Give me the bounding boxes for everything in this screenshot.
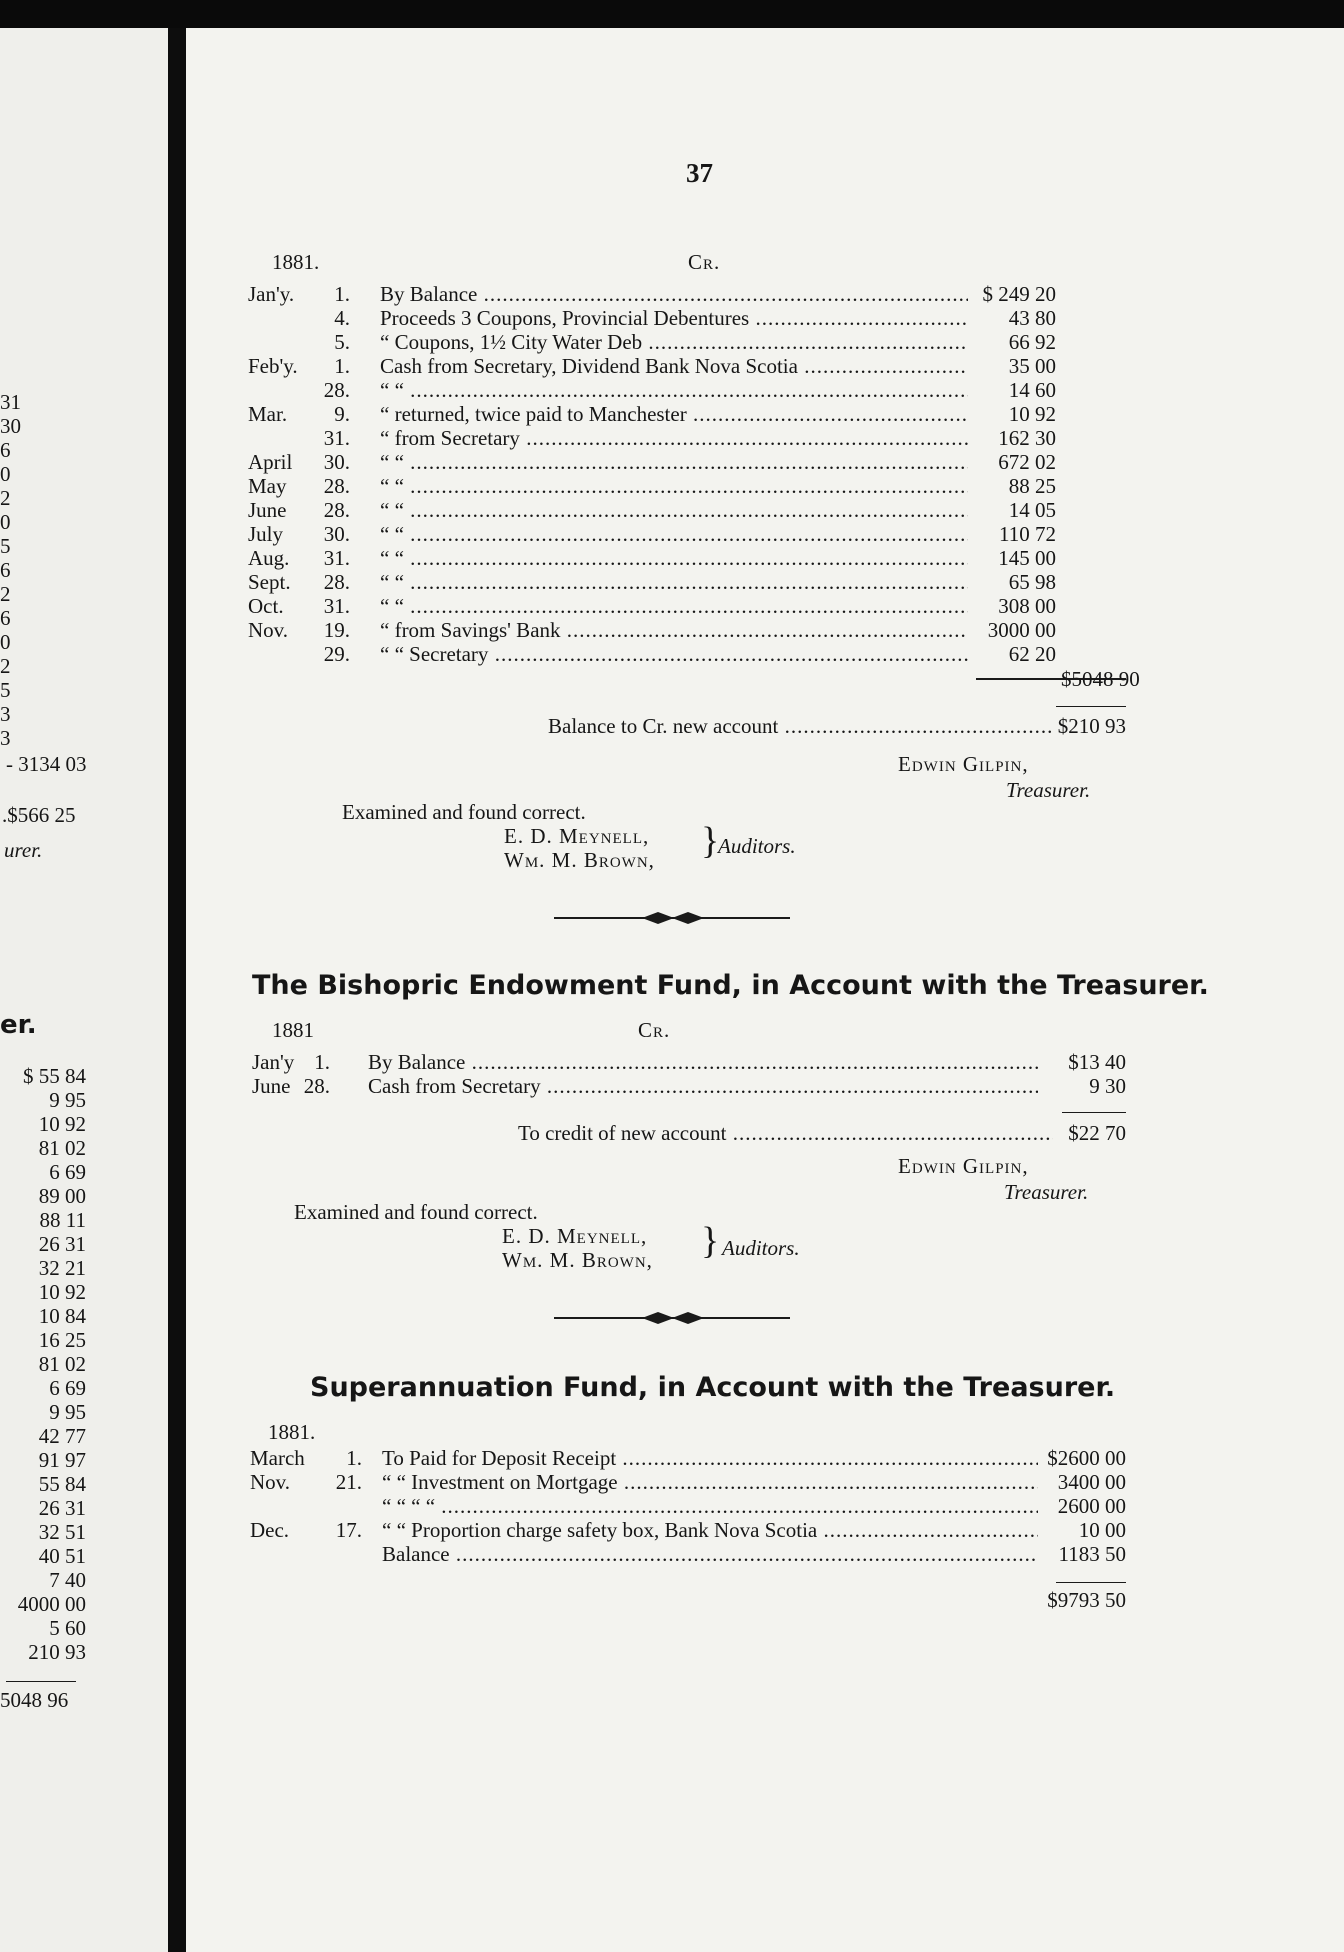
entry-amount: 3000 00 [987,618,1056,642]
section1-auditors-label: Auditors. [718,834,796,858]
section2-credit-label: Cr. [638,1018,671,1042]
entry-description: “ “ Investment on Mortgage ..... [382,1470,1038,1494]
entry-day: 30. [323,522,350,546]
entry-description: “ “ “ “ ..... [382,1494,1038,1518]
entry-day: 31. [323,594,350,618]
facing-amount: 55 84 [38,1472,86,1496]
entry-day: 4. [334,306,350,330]
entry-day: 17. [335,1518,362,1542]
facing-digit: 0 [0,630,11,654]
facing-digit: 0 [0,510,11,534]
entry-month: Aug. [248,546,290,570]
facing-amount: 26 31 [38,1232,86,1256]
facing-digit: 6 [0,438,11,462]
section1-auditors-brace: } [701,820,720,862]
entry-day: 28. [323,378,350,402]
facing-amount: 81 02 [38,1136,86,1160]
entry-description: “ “ ..... [380,378,968,402]
entry-day: 21. [335,1470,362,1494]
section3-year: 1881. [268,1420,316,1444]
facing-amount: 16 25 [38,1328,86,1352]
entry-description: “ “ Secretary ..... [380,642,968,666]
ledger-row [186,1050,1344,1074]
section1-year: 1881. [272,250,320,274]
facing-digit: 0 [0,462,11,486]
facing-total-3134: - 3134 03 [6,752,87,776]
entry-description: “ from Secretary ..... [380,426,968,450]
credit-label: To credit of new account ..... [518,1121,1053,1145]
section1-examined: Examined and found correct. [342,800,586,824]
facing-amount: 91 97 [38,1448,86,1472]
facing-amount: 5 60 [49,1616,86,1640]
entry-day: 28. [323,498,350,522]
entry-day: 31. [323,426,350,450]
ledger-row [186,354,1344,378]
entry-amount: $2600 00 [1047,1446,1126,1470]
section1-total: $5048 90 [1061,667,1140,691]
entry-amount: 88 25 [1008,474,1056,498]
section2-auditor-1: E. D. Meynell, [502,1224,648,1248]
entry-day: 1. [334,282,350,306]
section2-treasurer-name: Edwin Gilpin, [898,1154,1029,1178]
book-gutter [168,28,186,1952]
facing-total-bottom: 5048 96 [0,1688,69,1712]
facing-balance-566: .$566 25 [2,803,76,827]
entry-amount: 14 60 [1008,378,1056,402]
entry-amount: 62 20 [1008,642,1056,666]
entry-amount: 1183 50 [1058,1542,1126,1566]
entry-month: Sept. [248,570,291,594]
facing-digit: 2 [0,486,11,510]
facing-amount: 32 21 [38,1256,86,1280]
facing-digit: 31 [0,390,21,414]
ledger-row [186,474,1344,498]
balance-label: Balance to Cr. new account ..... [548,714,1053,738]
facing-page-fragment [0,28,168,1952]
section1-treasurer-title: Treasurer. [1006,778,1091,802]
section1-treasurer-name: Edwin Gilpin, [898,752,1029,776]
scan-top-border [0,0,1344,28]
entry-month: Jan'y. [248,282,295,306]
entry-month: July [248,522,284,546]
entry-description: “ returned, twice paid to Manchester ..... [380,402,968,426]
facing-amount: 10 92 [38,1112,86,1136]
facing-digit: 2 [0,582,11,606]
entry-day: 19. [323,618,350,642]
entry-amount: 2600 00 [1057,1494,1126,1518]
balance-rule [1056,706,1126,707]
entry-description: By Balance ..... [380,282,968,306]
section2-examined: Examined and found correct. [294,1200,538,1224]
entry-day: 28. [303,1074,330,1098]
section2-credit-row [186,1121,1344,1145]
ledger-row [186,426,1344,450]
page-number: 37 [686,158,713,188]
ledger-row [186,378,1344,402]
entry-month: April [248,450,293,474]
facing-digit: 5 [0,678,11,702]
entry-day: 5. [334,330,350,354]
ledger-row [186,1518,1344,1542]
entry-description: Cash from Secretary, Dividend Bank Nova Scotia ..... [380,354,968,378]
facing-amount: 10 92 [38,1280,86,1304]
section2-year: 1881 [272,1018,314,1042]
section1-credit-label: Cr. [688,250,721,274]
entry-month: May [248,474,287,498]
section-divider-ornament-1 [554,908,790,928]
entry-amount: 14 05 [1008,498,1056,522]
entry-day: 1. [346,1446,362,1470]
ledger-row [186,306,1344,330]
entry-month: June [252,1074,291,1098]
ledger-row [186,330,1344,354]
ledger-row [186,642,1344,666]
section-divider-ornament-2 [554,1308,790,1328]
entry-description: “ “ ..... [380,594,968,618]
entry-amount: $13 40 [1068,1050,1126,1074]
facing-digit: 6 [0,606,11,630]
section2-treasurer-title: Treasurer. [1004,1180,1089,1204]
facing-amount: 9 95 [49,1400,86,1424]
facing-amount: 4000 00 [17,1592,86,1616]
facing-amount: 9 95 [49,1088,86,1112]
entry-description: Cash from Secretary ..... [368,1074,1038,1098]
section3-heading: Superannuation Fund, in Account with the Treasurer. [310,1372,1116,1403]
entry-day: 1. [314,1050,330,1074]
entry-amount: 10 00 [1078,1518,1126,1542]
entry-description: “ “ Proportion charge safety box, Bank Nova Scotia ..... [382,1518,1038,1542]
facing-digit: 6 [0,558,11,582]
section1-auditor-2: Wm. M. Brown, [504,848,655,872]
entry-description: Balance ..... [382,1542,1038,1566]
entry-description: “ “ ..... [380,450,968,474]
entry-description: Proceeds 3 Coupons, Provincial Debentures ..... [380,306,968,330]
entry-month: Oct. [248,594,284,618]
facing-total-rule [6,1681,76,1682]
entry-description: “ “ ..... [380,498,968,522]
ledger-row [186,282,1344,306]
entry-amount: 145 00 [998,546,1056,570]
ledger-row [186,402,1344,426]
facing-amount: 42 77 [38,1424,86,1448]
page-37 [186,28,1344,1952]
entry-description: “ Coupons, 1½ City Water Deb ..... [380,330,968,354]
entry-amount: 110 72 [999,522,1056,546]
entry-description: To Paid for Deposit Receipt ..... [382,1446,1038,1470]
credit-amount: $22 70 [1068,1121,1126,1145]
entry-amount: $ 249 20 [982,282,1056,306]
facing-digit: 3 [0,726,11,750]
entry-amount: 9 30 [1089,1074,1126,1098]
balance-amount: $210 93 [1057,714,1126,738]
section2-auditors-brace: } [701,1220,720,1262]
entry-amount: 65 98 [1008,570,1056,594]
entry-amount: 162 30 [998,426,1056,450]
entry-description: “ “ ..... [380,522,968,546]
entry-month: Jan'y [252,1050,295,1074]
entry-amount: 35 00 [1008,354,1056,378]
facing-amount: 10 84 [38,1304,86,1328]
ledger-row [186,570,1344,594]
facing-amount: $ 55 84 [23,1064,86,1088]
entry-day: 9. [334,402,350,426]
entry-amount: 43 80 [1008,306,1056,330]
facing-digit: 3 [0,702,11,726]
ledger-row [186,1446,1344,1470]
ledger-row [186,498,1344,522]
ledger-row [186,594,1344,618]
ledger-row [186,522,1344,546]
entry-description: “ “ ..... [380,474,968,498]
section1-auditor-1: E. D. Meynell, [504,824,650,848]
facing-digit: 5 [0,534,11,558]
ledger-row [186,450,1344,474]
entry-day: 29. [323,642,350,666]
ledger-row [186,1542,1344,1566]
entry-description: “ “ ..... [380,546,968,570]
entry-amount: 10 92 [1008,402,1056,426]
entry-month: Feb'y. [248,354,298,378]
ledger-row [186,1494,1344,1518]
entry-day: 28. [323,570,350,594]
section2-auditor-2: Wm. M. Brown, [502,1248,653,1272]
facing-amount: 32 51 [38,1520,86,1544]
facing-amount: 26 31 [38,1496,86,1520]
section2-credit-rule [1062,1112,1126,1113]
entry-month: Dec. [250,1518,290,1542]
section3-total: $9793 50 [1047,1588,1126,1612]
entry-month: March [250,1446,305,1470]
entry-month: Mar. [248,402,288,426]
facing-amount: 81 02 [38,1352,86,1376]
ledger-row [186,546,1344,570]
entry-month: June [248,498,287,522]
facing-heading-fragment: er. [0,1010,37,1040]
entry-day: 1. [334,354,350,378]
section1-balance-row [186,714,1344,738]
facing-digit: 2 [0,654,11,678]
section3-total-rule [1056,1582,1126,1583]
section2-heading: The Bishopric Endowment Fund, in Account with the Treasurer. [252,970,1209,1001]
entry-day: 30. [323,450,350,474]
ledger-row [186,1470,1344,1494]
entry-amount: 308 00 [998,594,1056,618]
facing-treasurer-fragment: urer. [4,838,43,862]
facing-amount: 6 69 [49,1376,86,1400]
entry-description: “ “ ..... [380,570,968,594]
entry-description: “ from Savings' Bank ..... [380,618,968,642]
entry-day: 28. [323,474,350,498]
facing-amount: 210 93 [28,1640,86,1664]
entry-amount: 3400 00 [1057,1470,1126,1494]
facing-amount: 40 51 [38,1544,86,1568]
entry-month: Nov. [248,618,289,642]
entry-month: Nov. [250,1470,291,1494]
ledger-row [186,1074,1344,1098]
facing-amount: 7 40 [49,1568,86,1592]
facing-amount: 6 69 [49,1160,86,1184]
facing-digit: 30 [0,414,21,438]
ledger-row [186,618,1344,642]
facing-amount: 88 11 [39,1208,86,1232]
section2-auditors-label: Auditors. [722,1236,800,1260]
entry-day: 31. [323,546,350,570]
entry-amount: 672 02 [998,450,1056,474]
facing-amount: 89 00 [38,1184,86,1208]
entry-amount: 66 92 [1008,330,1056,354]
entry-description: By Balance ..... [368,1050,1038,1074]
